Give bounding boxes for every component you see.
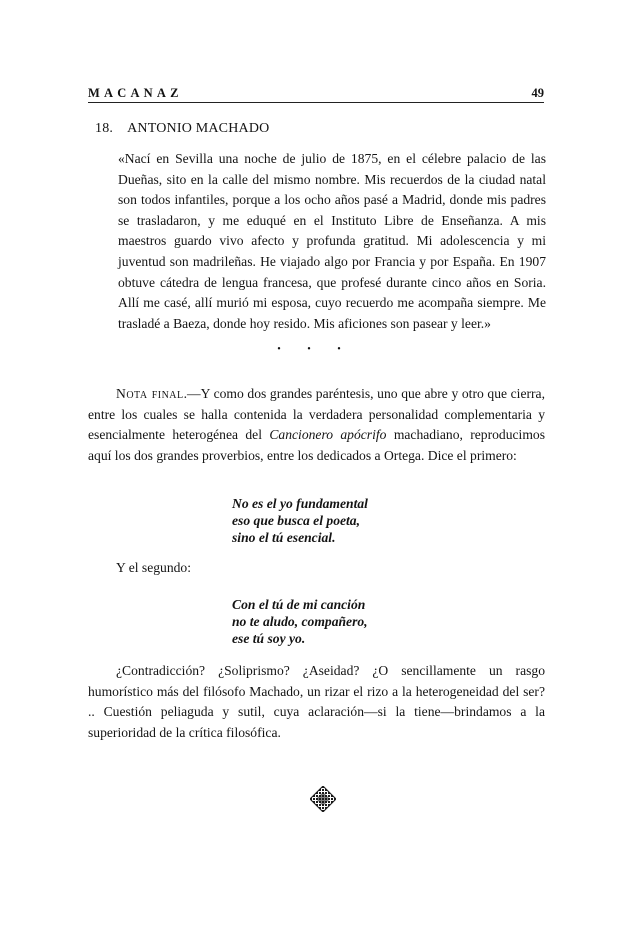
section-title: ANTONIO MACHADO: [127, 121, 270, 136]
verse-line: ese tú soy yo.: [232, 631, 306, 646]
note-work-title: Cancionero apócrifo: [269, 427, 387, 442]
journal-title: MACANAZ: [88, 86, 183, 100]
header-rule: [88, 102, 544, 103]
note-label: Nota final: [116, 386, 184, 401]
verse-line: No es el yo fundamental: [232, 496, 368, 511]
autobiographical-quote: «Nací en Sevilla una noche de julio de 1875, en el célebre palacio de las Dueñas, sito en la calle del mismo nombre. Mis recuerdos de la ciudad natal son todos infantiles, porque a los ocho años pasé a Madrid, donde mis padres se trasladaron, y me eduqué en el Instituto Libre de Enseñanza. A mis maestros guardo vivo afecto y profunda gratitud. Mi adolescencia y mi juventud son madrileñas. He viajado algo por Francia y por España. En 1907 obtuve cátedra de lengua francesa, que profesé durante cinco años en Soria. Allí me casé, allí murió mi esposa, cuyo recuerdo me acompaña siempre. Me trasladé a Baeza, donde hoy resido. Mis aficiones son pasear y leer.»: [118, 151, 546, 331]
verse-line: eso que busca el poeta,: [232, 513, 360, 528]
note-text-1: .—Y como dos grandes paréntesis, uno que abre y otro que cierra, entre los cuales se halla contenida la verdadera personalidad complementaria y esencialmente heterogénea del: [88, 386, 545, 442]
proverb-first: [232, 495, 368, 546]
note-text-2: machadiano, reproducimos aquí los dos grandes proverbios, entre los dedicados a Ortega. Dice el primero:: [88, 427, 545, 463]
section-separator: • • •: [277, 344, 353, 355]
proverb-second: [232, 596, 368, 647]
diamond-ornament-icon: [310, 786, 336, 812]
section-heading: [95, 121, 269, 137]
section-number: 18.: [95, 121, 114, 136]
page-number: 49: [531, 86, 544, 100]
verse-line: sino el tú esencial.: [232, 530, 336, 545]
second-proverb-intro: Y el segundo:: [116, 560, 192, 575]
final-note: [88, 384, 545, 466]
closing-paragraph: ¿Contradicción? ¿Soliprismo? ¿Aseidad? ¿O sencillamente un rasgo humorístico más del filósofo Machado, un rizar el rizo a la heterogeneidad del ser? .. Cuestión peliaguda y sutil, cuya aclaración—si la tiene—brindamos a la superioridad de la crítica filosófica.: [88, 663, 545, 740]
verse-line: Con el tú de mi canción: [232, 597, 366, 612]
verse-line: no te aludo, compañero,: [232, 614, 368, 629]
